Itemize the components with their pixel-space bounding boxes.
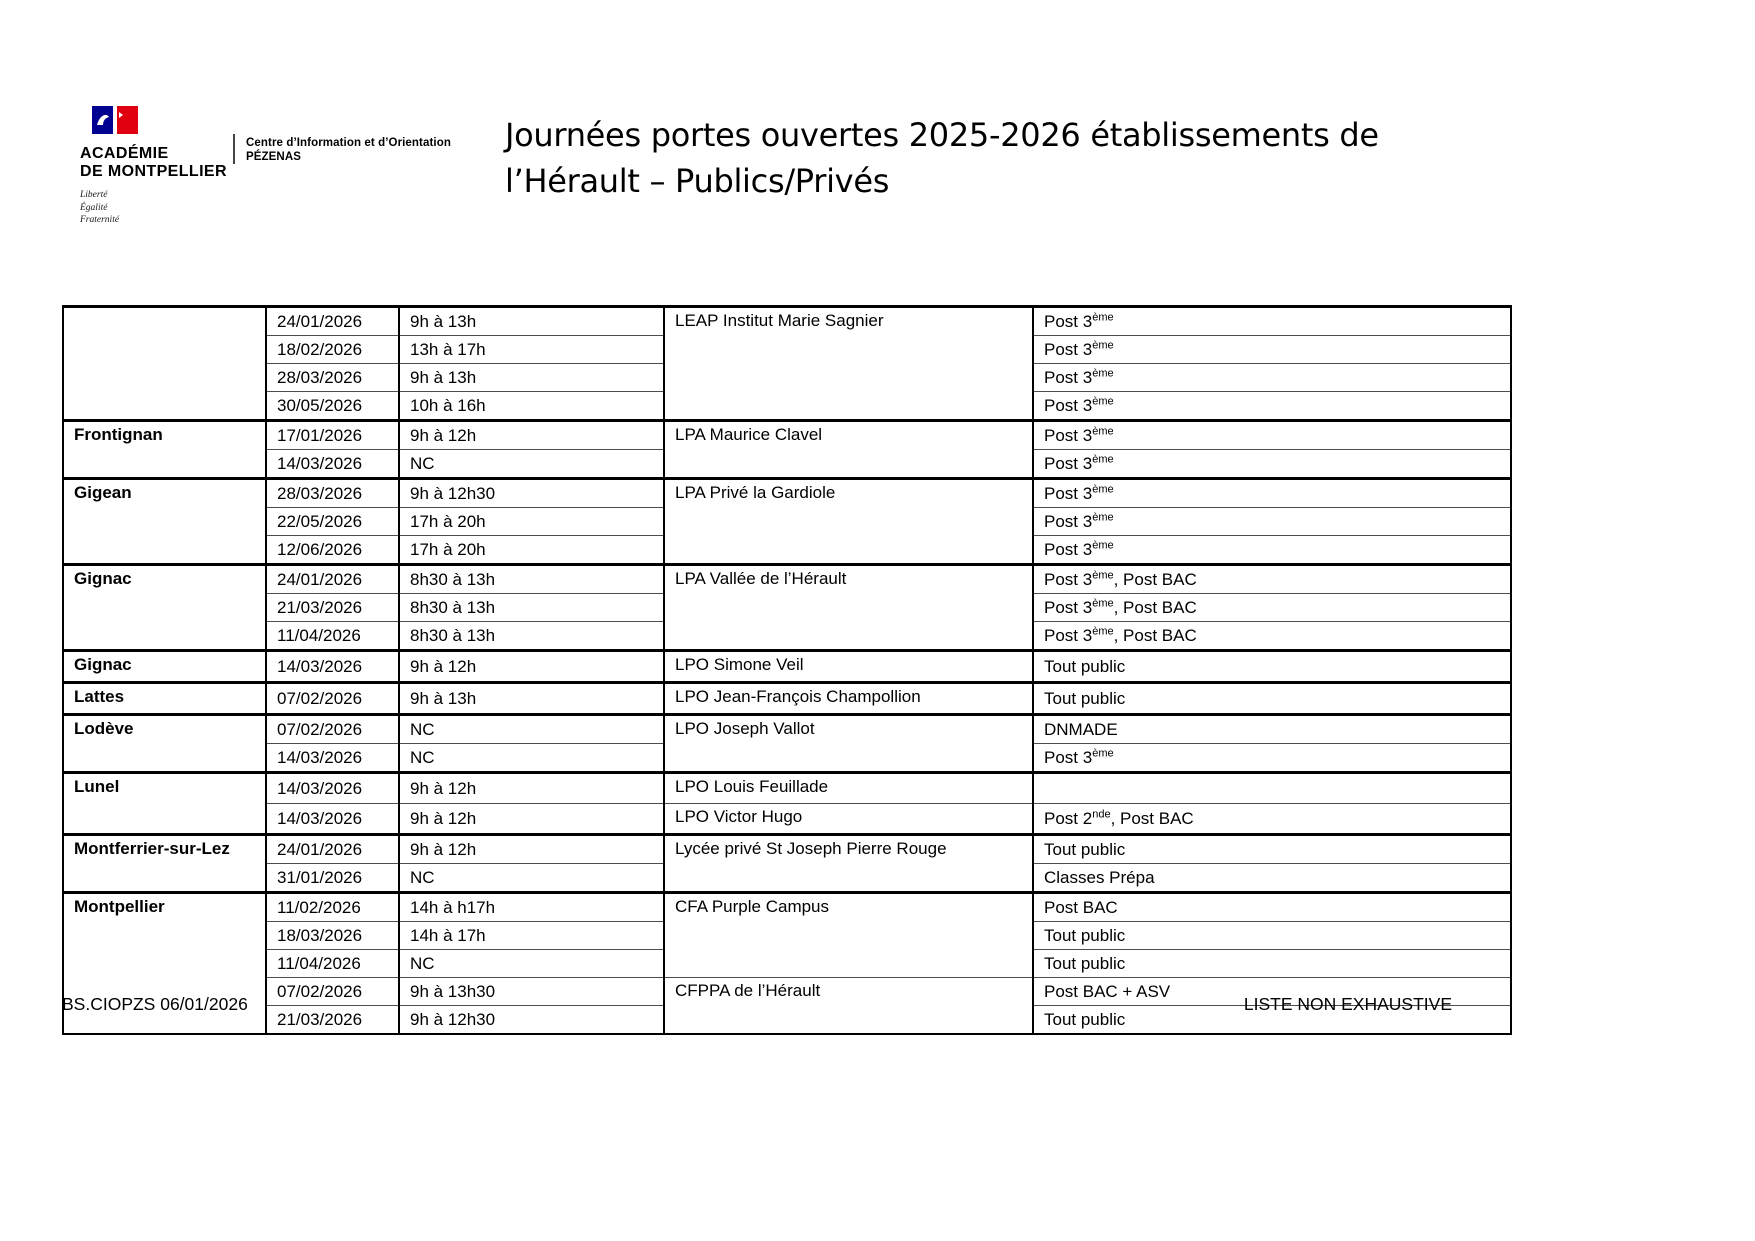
establishment-cell: CFA Purple Campus xyxy=(664,893,1033,978)
table-row xyxy=(63,307,1511,336)
public-cell: Post 3ème xyxy=(1033,450,1511,479)
establishment-cell: LPO Louis Feuillade xyxy=(664,773,1033,804)
date-cell: 14/03/2026 xyxy=(266,450,399,479)
city-cell: Gigean xyxy=(63,479,266,565)
date-cell: 11/02/2026 xyxy=(266,893,399,922)
date-cell: 31/01/2026 xyxy=(266,864,399,893)
hours-cell: 9h à 13h30 xyxy=(399,978,664,1006)
date-cell: 07/02/2026 xyxy=(266,683,399,715)
establishment-cell: LPO Victor Hugo xyxy=(664,804,1033,835)
hours-cell: 9h à 12h30 xyxy=(399,479,664,508)
table-row xyxy=(63,565,1511,594)
public-cell: Post 2nde, Post BAC xyxy=(1033,804,1511,835)
public-cell: Tout public xyxy=(1033,950,1511,978)
establishment-cell: LPO Jean-François Champollion xyxy=(664,683,1033,715)
republic-motto xyxy=(80,189,227,227)
hours-cell: NC xyxy=(399,715,664,744)
date-cell: 18/02/2026 xyxy=(266,336,399,364)
hours-cell: 9h à 12h xyxy=(399,835,664,864)
page-title-line2: l’Hérault – Publics/Privés xyxy=(505,162,890,200)
city-cell: Montpellier xyxy=(63,893,266,1035)
public-cell: Post 3ème xyxy=(1033,392,1511,421)
date-cell: 24/01/2026 xyxy=(266,307,399,336)
date-cell: 07/02/2026 xyxy=(266,978,399,1006)
cio-label-line2: PÉZENAS xyxy=(246,151,302,164)
page-footer xyxy=(62,994,1510,1015)
date-cell: 17/01/2026 xyxy=(266,421,399,450)
date-cell: 12/06/2026 xyxy=(266,536,399,565)
date-cell: 14/03/2026 xyxy=(266,651,399,683)
date-cell: 21/03/2026 xyxy=(266,1006,399,1035)
date-cell: 24/01/2026 xyxy=(266,565,399,594)
date-cell: 21/03/2026 xyxy=(266,594,399,622)
public-cell: Post BAC + ASV xyxy=(1033,978,1511,1006)
public-cell: Post 3ème xyxy=(1033,307,1511,336)
motto-line: Fraternité xyxy=(80,215,120,226)
city-cell: Gignac xyxy=(63,651,266,683)
hours-cell: 8h30 à 13h xyxy=(399,594,664,622)
academie-name-line1: ACADÉMIE xyxy=(80,145,169,162)
establishment-cell: LPA Vallée de l’Hérault xyxy=(664,565,1033,651)
public-cell: Tout public xyxy=(1033,1006,1511,1035)
table-row xyxy=(63,421,1511,450)
public-cell: Tout public xyxy=(1033,683,1511,715)
cio-label xyxy=(246,136,451,165)
hours-cell: 9h à 13h xyxy=(399,307,664,336)
date-cell: 11/04/2026 xyxy=(266,622,399,651)
date-cell: 22/05/2026 xyxy=(266,508,399,536)
hours-cell: 8h30 à 13h xyxy=(399,565,664,594)
hours-cell: NC xyxy=(399,950,664,978)
date-cell: 11/04/2026 xyxy=(266,950,399,978)
table-row xyxy=(63,773,1511,804)
public-cell: Post 3ème, Post BAC xyxy=(1033,565,1511,594)
table-row xyxy=(63,683,1511,715)
table-row xyxy=(63,804,1511,835)
city-cell: Lodève xyxy=(63,715,266,773)
hours-cell: 14h à 17h xyxy=(399,922,664,950)
public-cell: Tout public xyxy=(1033,922,1511,950)
establishment-cell: CFPPA de l’Hérault xyxy=(664,978,1033,1035)
public-cell: Post 3ème, Post BAC xyxy=(1033,594,1511,622)
academie-logo xyxy=(80,106,227,227)
table-row xyxy=(63,835,1511,864)
date-cell: 30/05/2026 xyxy=(266,392,399,421)
table-row xyxy=(63,651,1511,683)
hours-cell: 14h à h17h xyxy=(399,893,664,922)
table-row xyxy=(63,715,1511,744)
french-flag-icon xyxy=(92,106,227,139)
open-days-table-wrap xyxy=(62,305,1512,1035)
city-cell xyxy=(63,307,266,421)
open-days-table xyxy=(62,305,1512,1035)
open-days-table-body xyxy=(63,307,1511,1035)
city-cell: Frontignan xyxy=(63,421,266,479)
city-cell: Gignac xyxy=(63,565,266,651)
academie-name xyxy=(80,145,227,181)
establishment-cell: LPA Maurice Clavel xyxy=(664,421,1033,479)
hours-cell: 9h à 12h xyxy=(399,651,664,683)
public-cell: Post 3ème xyxy=(1033,536,1511,565)
page-title-line1: Journées portes ouvertes 2025-2026 établissements de xyxy=(505,116,1379,154)
hours-cell: 9h à 12h xyxy=(399,804,664,835)
establishment-cell: LPA Privé la Gardiole xyxy=(664,479,1033,565)
date-cell: 18/03/2026 xyxy=(266,922,399,950)
hours-cell: 9h à 13h xyxy=(399,683,664,715)
public-cell: Post 3ème xyxy=(1033,421,1511,450)
date-cell: 24/01/2026 xyxy=(266,835,399,864)
public-cell: DNMADE xyxy=(1033,715,1511,744)
establishment-cell: Lycée privé St Joseph Pierre Rouge xyxy=(664,835,1033,893)
city-cell: Montferrier-sur-Lez xyxy=(63,835,266,893)
hours-cell: 9h à 13h xyxy=(399,364,664,392)
hours-cell: 9h à 12h xyxy=(399,421,664,450)
footer-reference: BS.CIOPZS 06/01/2026 xyxy=(62,994,248,1014)
table-row xyxy=(63,893,1511,922)
city-cell: Lunel xyxy=(63,773,266,835)
hours-cell: 9h à 12h xyxy=(399,773,664,804)
public-cell: Post 3ème xyxy=(1033,336,1511,364)
date-cell: 28/03/2026 xyxy=(266,364,399,392)
city-cell: Lattes xyxy=(63,683,266,715)
public-cell: Tout public xyxy=(1033,835,1511,864)
public-cell: Post 3ème, Post BAC xyxy=(1033,622,1511,651)
cio-label-line1: Centre d’Information et d’Orientation xyxy=(246,137,451,149)
motto-line: Liberté xyxy=(80,189,108,200)
date-cell: 14/03/2026 xyxy=(266,804,399,835)
table-row xyxy=(63,479,1511,508)
establishment-cell: LEAP Institut Marie Sagnier xyxy=(664,307,1033,421)
hours-cell: 9h à 12h30 xyxy=(399,1006,664,1035)
motto-line: Égalité xyxy=(80,202,108,213)
hours-cell: 13h à 17h xyxy=(399,336,664,364)
public-cell xyxy=(1033,773,1511,804)
academie-name-line2: DE MONTPELLIER xyxy=(80,162,227,180)
establishment-cell: LPO Simone Veil xyxy=(664,651,1033,683)
public-cell: Post 3ème xyxy=(1033,744,1511,773)
logo-divider xyxy=(233,134,235,164)
public-cell: Tout public xyxy=(1033,651,1511,683)
date-cell: 28/03/2026 xyxy=(266,479,399,508)
hours-cell: NC xyxy=(399,450,664,479)
public-cell: Post 3ème xyxy=(1033,479,1511,508)
public-cell: Post 3ème xyxy=(1033,508,1511,536)
hours-cell: 17h à 20h xyxy=(399,536,664,565)
date-cell: 14/03/2026 xyxy=(266,744,399,773)
public-cell: Post 3ème xyxy=(1033,364,1511,392)
establishment-cell: LPO Joseph Vallot xyxy=(664,715,1033,773)
public-cell: Post BAC xyxy=(1033,893,1511,922)
page-title xyxy=(505,112,1455,204)
date-cell: 07/02/2026 xyxy=(266,715,399,744)
hours-cell: NC xyxy=(399,864,664,893)
date-cell: 14/03/2026 xyxy=(266,773,399,804)
public-cell: Classes Prépa xyxy=(1033,864,1511,893)
footer-disclaimer: LISTE NON EXHAUSTIVE xyxy=(1243,994,1452,1014)
hours-cell: NC xyxy=(399,744,664,773)
hours-cell: 17h à 20h xyxy=(399,508,664,536)
hours-cell: 10h à 16h xyxy=(399,392,664,421)
hours-cell: 8h30 à 13h xyxy=(399,622,664,651)
